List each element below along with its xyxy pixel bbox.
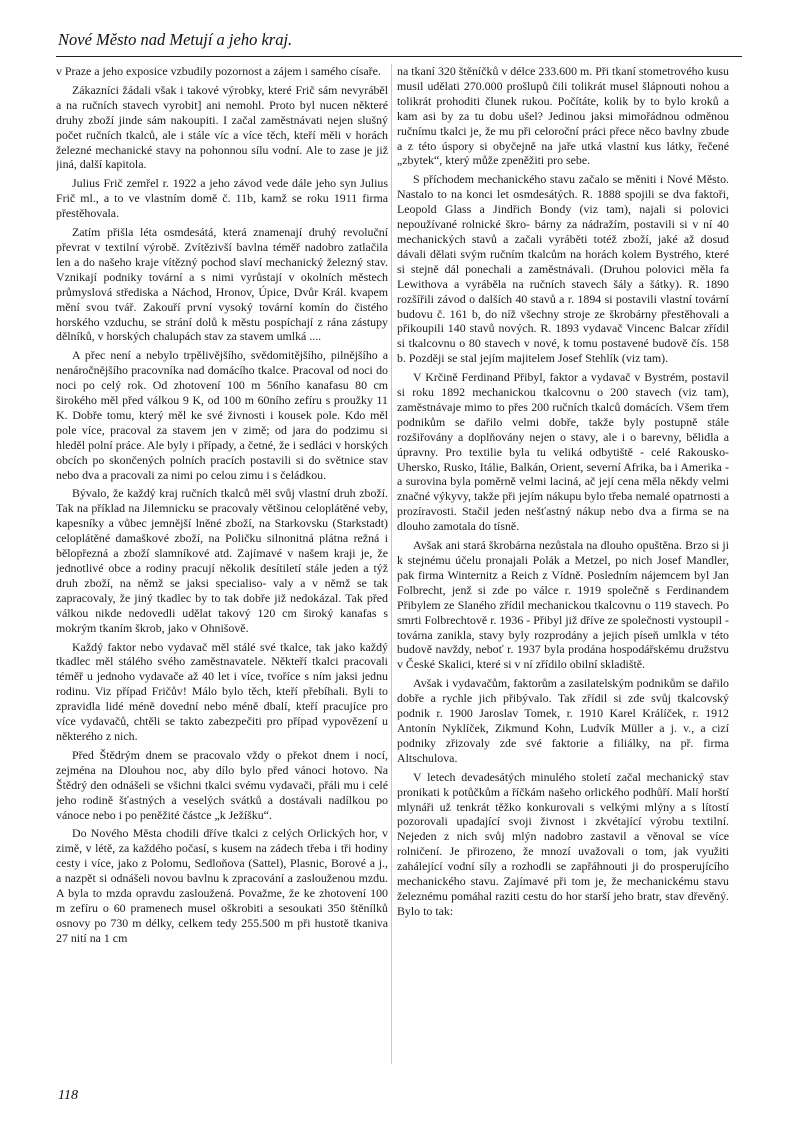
paragraph: Do Nového Města chodili dříve tkalci z celých Orlických hor, v zimě, v létě, za každého počasí, s kusem na zádech třeba i tři hodiny cesty i více, jako z Polomu, Sedloňova (Sattel), Plasnic, Borové a j., a nazpět si odnášeli novou bavlnu k zpracování a zaslouženou mzdu. A byla to mzda opravdu zasloužená. Považme, že ke zhotovení 100 m zefíru o 60 pramenech musel oškrobiti a sesoukati 350 štěnílků osnovy po 730 m délky, celkem tedy 255.500 m při hustotě tkaniva 27 nití na 1 cm xyxy=(56,826,388,945)
running-title: Nové Město nad Metují a jeho kraj. xyxy=(58,30,293,49)
page-number: 118 xyxy=(58,1088,78,1103)
header-rule xyxy=(56,56,742,57)
column-divider xyxy=(391,64,392,1064)
paragraph: Bývalo, že každý kraj ručních tkalců měl svůj vlastní druh zboží. Tak na příklad na Jilemnicku se pracovaly většinou celoplátěné veby, kapesníky a vůbec jemnější lněné zboží, na Starkovsku (Starkstadt) celoplátěné damaškové zboží, na Poličku silnonitná plátna režná i bělopřezná a zboží slamníkové atd. Zajímavé v našem kraji je, že jednotlivé obce a rodiny pracují několik desítiletí stále jeden a týž druh zboží, na němž se jaksi specialiso- valy a v němž se tak zapracovaly, že jiný tkadlec by to tak dobře již nedokázal. Tak před válkou nikde nedovedli udělat takový 120 cm široký kanafas s mokrým tkaním škrob, jako v Ohnišově. xyxy=(56,486,388,635)
paragraph: na tkaní 320 štěníčků v délce 233.600 m. Při tkaní stometrového kusu musil udělati 270.000 prošlupů čili tolikrát musel šlápnouti nohou a tolikrát prohoditi člunek rukou. Počítáte, kolik by to bylo kroků a kam asi by za tu dobu ušel? Jedinou jaksi mimořádnou odměnou ručnímu tkalci je, že mu při celoroční práci přece něco bavlny zbude a z této úspory si obyčejně na jaře utká vlastní kus látky, řečené „zbytek“, který může zpeněžiti pro sebe. xyxy=(397,64,729,168)
left-column xyxy=(56,64,388,1079)
paragraph: Avšak ani stará škrobárna nezůstala na dlouho opuštěna. Brzo si ji k stejnému účelu pronajali Polák a Metzel, po nich Josef Mandler, pak firma Winternitz a Reich z Vídně. Posledním nájemcem byl Jan Folbrecht, jenž si zde po válce r. 1919 společně s Ferdinandem Přibylem ze Slaného zřídil mechanickou tkalcovnu o 119 stavech. Po smrti Folbrechtově r. 1936 - Přibyl již dříve ze společnosti vystoupil - továrna zanikla, stavy byly rozprodány a jejich píseň umlkla v této budově navždy, neboť r. 1937 byla prodána hospodářskému družstvu v České Skalici, které si v ní zřídilo obilní skladiště. xyxy=(397,538,729,672)
paragraph: V letech devadesátých minulého století začal mechanický stav pronikati k potůčkům a říčkám našeho orlického podhůří. Malí horští mlynáři už tenkrát těžko konkurovali s velkými mlýny a s lítostí pozorovali upadající svoji živnost i zkvétající výrobu textilní. Nejeden z nich svůj mlýn nadobro zastavil a věnoval se více rolničení. Je přirozeno, že mnozí uvažovali o tom, jak využiti zahálející vodní síly a rozhodli se zapřáhnouti ji do prosperujícího mechanického stavu. Zajímavé při tom je, že mechanickému stavu železnému pomáhal raziti cestu do hor starší jeho bratr, stav dřevěný. Bylo to tak: xyxy=(397,769,729,918)
paragraph: v Praze a jeho exposice vzbudily pozornost a zájem i samého císaře. xyxy=(56,64,381,78)
paragraph: A přec není a nebylo trpělivějšího, svědomitějšího, pilnějšího a nenáročnějšího pracovníka nad domácího tkalce. Pracoval od noci do noci po celý rok. Od zhotovení 100 m 56ního kanafasu 80 cm širokého měl před válkou 9 K, od 100 m 60ního zefíru s proužky 11 K. Dobře tomu, který měl ke své živnosti i kousek pole. Kdo měl pole více, pracoval za stavem jen v zimě; od jara do podzimu si hleděl polní práce. Ale byly i případy, a četné, že i sedláci v horských obcích po skončených polních pracích postavili si do světnice stav nebo dva a pracovali za nimi po celou zimu i s čeládkou. xyxy=(56,348,388,482)
right-column xyxy=(397,64,729,1079)
paragraph: Zatím přišla léta osmdesátá, která znamenají druhý revoluční převrat v textilní výrobě. Zvítězivší bavlna téměř nadobro zatlačila len a do našeho kraje vítězný pochod slaví mechanický železný stav. Vznikají podniky tovární a s nimi vyrůstají v okolních městech průmyslová střediska a Náchod, Hronov, Úpice, Dvůr Král. kvapem mění svou tvář. Zakouří první vysoký tovární komín do čistého horského vzduchu, se strání dolů k městu pospíchají z rána zástupy dělníků, v horských chalupách stav za stavem umlká .... xyxy=(56,225,388,344)
paragraph: S příchodem mechanického stavu začalo se měniti i Nové Město. Nastalo to na konci let osmdesátých. R. 1888 spojili se dva faktoři, Leopold Glass a Jindřich Bondy (viz tam), najali si polovici nepoužívané rolnické škro- bárny za nádražím, postavili si v ní 40 mechanických stavů a začali vyráběti totéž zboží, jaké až dosud dávali dělati svým ručním tkalcům na horách kolem Bystrého, které si stejně dál ponechali a zaměstnávali. (Druhou polovici měla fa Lewithova a vyráběla na ručních stavech šály a šátky). R. 1890 rozšířili závod o dalších 40 stavů a r. 1894 si postavili vlastní tovární budovu č. 161 b, do níž všechny stroje ze škrobárny přestěhovali a přikoupili 140 stavů nových. R. 1893 vydavač Vincenc Balcar zřídil si tkalcovnu o 80 stavech v nové, k tomu postavené budově čís. 158 b. Později se stal jejím majitelem Josef Stehlík (viz tam). xyxy=(397,172,729,366)
paragraph: Před Štědrým dnem se pracovalo vždy o překot dnem i nocí, zejména na Dlouhou noc, aby dílo bylo před vánoci hotovo. Na Štědrý den odnášeli se všichni tkalci svému vydavači, přáli mu i celé jeho rodině šťastných a veselých svátků a dostávali nadílkou po vánoce nebo i po peněžité částce „k Ježíšku“. xyxy=(56,747,388,822)
paragraph: Zákazníci žádali však i takové výrobky, které Frič sám nevyráběl a na ručních stavech vyrobit] ani nemohl. Proto byl nucen některé druhy zboží jinde sám nakoupiti. I začal zaměstnávati nejen slušný počet ručních tkalců, ale i stále víc a více těch, kteří měli v horách železné mechanické stavy na pohonnou sílu vodní. Ale to zase je již jiná, další kapitola. xyxy=(56,82,388,172)
paragraph: V Krčině Ferdinand Přibyl, faktor a vydavač v Bystrém, postavil si roku 1892 mechanickou tkalcovnu o 200 stavech (viz tam), zaměstnávaje mimo to přes 200 ručních tkalců domácích. Všem třem podnikům se dařilo velmi dobře, takže byly postupně stále rozšiřovány a doplňovány nejen o stavy, ale i o barevny, bělidla a úpravny. Pro textilie byla tu veliká odbytiště - celé Rakousko-Uhersko, Rusko, Itálie, Balkán, Orient, severní Afrika, ba i Amerika - a surovina byla poměrně velmi laciná, ač její cena měla někdy velmi značné výkyvy, takže při jejím nákupu bylo třeba nemalé opatrnosti a prozíravosti. Stačil jeden nešťastný nákup nebo dva a firma se na dlouho zamotala do tísně. xyxy=(397,370,729,534)
paragraph: Každý faktor nebo vydavač měl stálé své tkalce, tak jako každý tkadlec měl stálého svého zaměstnavatele. Někteří tkalci pracovali téměř u jednoho vydavače až 40 let i více, tvoříce s ním jaksi jednu rodinu. Viz případ Fričův! Málo bylo těch, kteří přebíhali. Byli to zpravidla lidé méně dovední nebo méně dbalí, kteří pracujíce pro více vydavačů, chtěli se takto zabezpečiti pro případ vypovězení u některého z nich. xyxy=(56,639,388,743)
paragraph: Avšak i vydavačům, faktorům a zasilatelským podnikům se dařilo dobře a rychle jich přibývalo. Tak zřídil si zde svůj tkalcovský podnik r. 1900 Jaroslav Tomek, r. 1910 Karel Králíček, r. 1912 Antonín Nyklíček, Zikmund Kohn, Ludvík Müller a j. v., a cizí podniky zřizovaly zde své faktorie a filiálky, na př. firma Altschulova. xyxy=(397,676,729,765)
paragraph: Julius Frič zemřel r. 1922 a jeho závod vede dále jeho syn Julius Frič ml., a to ve vlastním domě č. 11b, kamž se roku 1911 firma přestěhovala. xyxy=(56,176,388,221)
